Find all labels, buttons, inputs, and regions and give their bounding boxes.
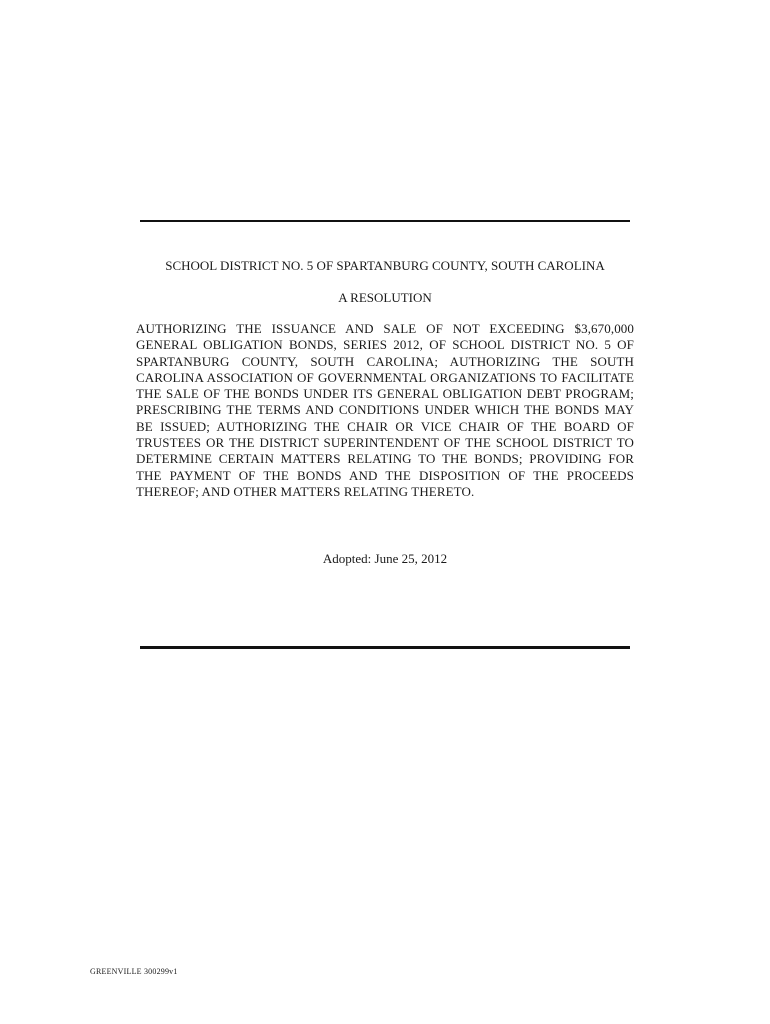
document-footer-id: GREENVILLE 300299v1 [90,967,178,976]
top-rule [140,220,630,222]
resolution-heading: A RESOLUTION [338,290,432,305]
resolution-body: AUTHORIZING THE ISSUANCE AND SALE OF NOT EXCEEDING $3,670,000 GENERAL OBLIGATION BONDS, SERIES 2012, OF SCHOOL DISTRICT NO. 5 OF SPARTANBURG COUNTY, SOUTH CAROLINA; AUTHORIZING THE SOUTH CAROLINA ASSOCIATION OF GOVERNMENTAL ORGANIZATIONS TO FACILITATE THE SALE OF THE BONDS UNDER ITS GENERAL OBLIGATION DEBT PROGRAM; PRESCRIBING THE TERMS AND CONDITIONS UNDER WHICH THE BONDS MAY BE ISSUED; AUTHORIZING THE CHAIR OR VICE CHAIR OF THE BOARD OF TRUSTEES OR THE DISTRICT SUPERINTENDENT OF THE SCHOOL DISTRICT TO DETERMINE CERTAIN MATTERS RELATING TO THE BONDS; PROVIDING FOR THE PAYMENT OF THE BONDS AND THE DISPOSITION OF THE PROCEEDS THEREOF; AND OTHER MATTERS RELATING THERETO. [136,321,634,499]
bottom-rule [140,646,630,649]
adopted-date: Adopted: June 25, 2012 [322,551,448,566]
district-heading: SCHOOL DISTRICT NO. 5 OF SPARTANBURG COUNTY, SOUTH CAROLINA [165,258,605,273]
